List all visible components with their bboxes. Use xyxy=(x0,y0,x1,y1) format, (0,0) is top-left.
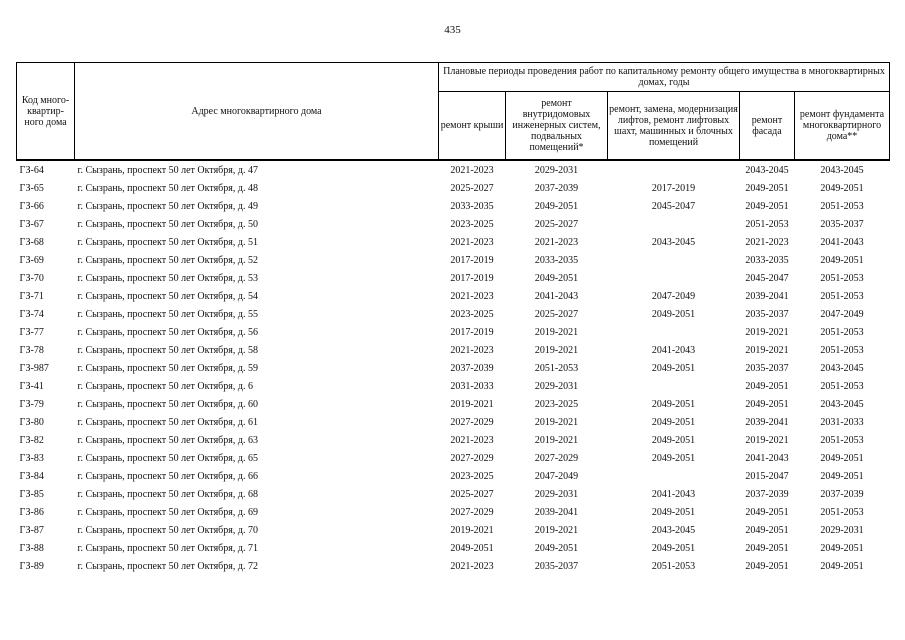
table-row xyxy=(17,233,890,251)
cell-address: г. Сызрань, проспект 50 лет Октября, д. 61 xyxy=(77,416,258,428)
cell-roof: 2023-2025 xyxy=(450,308,494,320)
cell-roof: 2027-2029 xyxy=(450,506,494,518)
table-row xyxy=(17,251,890,269)
table-row xyxy=(17,449,890,467)
cell-systems: 2025-2027 xyxy=(534,308,579,320)
cell-address: г. Сызрань, проспект 50 лет Октября, д. 58 xyxy=(77,344,258,356)
table-row xyxy=(17,287,890,305)
cell-roof: 2027-2029 xyxy=(450,416,494,428)
cell-foundation: 2051-2053 xyxy=(820,434,864,446)
cell-systems: 2049-2051 xyxy=(534,200,579,212)
table-row xyxy=(17,359,890,377)
table-body xyxy=(17,160,890,575)
cell-facade: 2049-2051 xyxy=(745,560,789,572)
cell-facade: 2021-2023 xyxy=(745,236,789,248)
cell-foundation: 2029-2031 xyxy=(820,524,864,536)
cell-roof: 2025-2027 xyxy=(450,488,494,500)
cell-systems: 2049-2051 xyxy=(534,272,579,284)
cell-roof: 2027-2029 xyxy=(450,452,494,464)
header-code: Код много-квартир-ного дома xyxy=(17,63,75,161)
cell-address: г. Сызрань, проспект 50 лет Октября, д. 51 xyxy=(77,236,258,248)
cell-lifts: 2043-2045 xyxy=(651,236,696,248)
cell-lifts: 2017-2019 xyxy=(651,182,696,194)
cell-roof: 2025-2027 xyxy=(450,182,494,194)
cell-systems: 2019-2021 xyxy=(534,434,579,446)
cell-code: ГЗ-80 xyxy=(19,416,44,428)
cell-foundation: 2043-2045 xyxy=(795,160,890,179)
cell-systems: 2019-2021 xyxy=(534,524,579,536)
cell-code: ГЗ-67 xyxy=(19,218,44,230)
cell-systems: 2029-2031 xyxy=(506,160,608,179)
cell-code: ГЗ-68 xyxy=(19,236,44,248)
cell-facade: 2045-2047 xyxy=(745,272,789,284)
cell-address: г. Сызрань, проспект 50 лет Октября, д. 68 xyxy=(77,488,258,500)
cell-address: г. Сызрань, проспект 50 лет Октября, д. 65 xyxy=(77,452,258,464)
table-row xyxy=(17,377,890,395)
cell-facade: 2019-2021 xyxy=(745,434,789,446)
cell-roof: 2017-2019 xyxy=(450,254,494,266)
cell-foundation: 2051-2053 xyxy=(820,290,864,302)
cell-roof: 2019-2021 xyxy=(450,398,494,410)
cell-roof: 2033-2035 xyxy=(450,200,494,212)
cell-facade: 2035-2037 xyxy=(745,362,789,374)
cell-foundation: 2049-2051 xyxy=(820,542,864,554)
table-row xyxy=(17,521,890,539)
cell-address: г. Сызрань, проспект 50 лет Октября, д. 54 xyxy=(77,290,258,302)
header-facade: ремонт фасада xyxy=(740,92,795,161)
cell-lifts xyxy=(608,269,740,287)
cell-facade: 2039-2041 xyxy=(745,290,789,302)
cell-foundation: 2051-2053 xyxy=(820,380,864,392)
cell-foundation: 2037-2039 xyxy=(820,488,864,500)
cell-roof: 2021-2023 xyxy=(450,290,494,302)
cell-facade: 2043-2045 xyxy=(740,160,795,179)
cell-lifts: 2049-2051 xyxy=(651,308,696,320)
cell-code: ГЗ-79 xyxy=(19,398,44,410)
page-number: 435 xyxy=(444,24,461,36)
header-lifts: ремонт, замена, модернизация лифтов, ремонт лифтовых шахт, машинных и блочных помещений xyxy=(608,92,740,161)
cell-lifts xyxy=(608,467,740,485)
cell-facade: 2049-2051 xyxy=(745,380,789,392)
cell-facade: 2049-2051 xyxy=(745,182,789,194)
cell-foundation: 2049-2051 xyxy=(820,452,864,464)
table-row xyxy=(17,503,890,521)
cell-address: г. Сызрань, проспект 50 лет Октября, д. 50 xyxy=(77,218,258,230)
cell-code: ГЗ-64 xyxy=(17,160,75,179)
cell-lifts xyxy=(608,251,740,269)
cell-foundation: 2049-2051 xyxy=(820,470,864,482)
cell-foundation: 2047-2049 xyxy=(820,308,864,320)
table-row xyxy=(17,395,890,413)
cell-code: ГЗ-74 xyxy=(19,308,44,320)
table-row xyxy=(17,323,890,341)
cell-address: г. Сызрань, проспект 50 лет Октября, д. 55 xyxy=(77,308,258,320)
header-systems: ремонт внутридомовых инженерных систем, подвальных помещений* xyxy=(506,92,608,161)
table-row xyxy=(17,413,890,431)
cell-facade: 2039-2041 xyxy=(745,416,789,428)
header-address: Адрес многоквартирного дома xyxy=(75,63,439,161)
cell-foundation: 2049-2051 xyxy=(820,254,864,266)
cell-foundation: 2049-2051 xyxy=(820,560,864,572)
table-row xyxy=(17,179,890,197)
cell-foundation: 2051-2053 xyxy=(820,272,864,284)
cell-systems: 2039-2041 xyxy=(534,506,579,518)
cell-lifts xyxy=(608,160,740,179)
table-row xyxy=(17,539,890,557)
cell-lifts: 2051-2053 xyxy=(651,560,696,572)
cell-lifts xyxy=(608,377,740,395)
cell-address: г. Сызрань, проспект 50 лет Октября, д. 63 xyxy=(77,434,258,446)
table-row xyxy=(17,485,890,503)
cell-lifts: 2047-2049 xyxy=(651,290,696,302)
cell-lifts: 2049-2051 xyxy=(651,542,696,554)
table-row xyxy=(17,269,890,287)
table-row xyxy=(17,305,890,323)
cell-address: г. Сызрань, проспект 50 лет Октября, д. 70 xyxy=(77,524,258,536)
header-foundation: ремонт фундамента многоквартирного дома** xyxy=(795,92,890,161)
cell-facade: 2015-2047 xyxy=(745,470,789,482)
cell-code: ГЗ-69 xyxy=(19,254,44,266)
cell-lifts: 2043-2045 xyxy=(651,524,696,536)
cell-roof: 2017-2019 xyxy=(450,326,494,338)
table-row xyxy=(17,467,890,485)
cell-systems: 2033-2035 xyxy=(534,254,579,266)
capital-repair-table xyxy=(16,62,890,575)
cell-systems: 2019-2021 xyxy=(534,416,579,428)
header-periods: Плановые периоды проведения работ по капитальному ремонту общего имущества в многоквартирных домах, годы xyxy=(439,63,890,92)
table-row xyxy=(17,557,890,575)
cell-roof: 2021-2023 xyxy=(439,160,506,179)
cell-code: ГЗ-987 xyxy=(19,362,49,374)
header-roof: ремонт крыши xyxy=(439,92,506,161)
table-row xyxy=(17,341,890,359)
cell-systems: 2029-2031 xyxy=(534,380,579,392)
cell-lifts: 2049-2051 xyxy=(651,362,696,374)
cell-address: г. Сызрань, проспект 50 лет Октября, д. 56 xyxy=(77,326,258,338)
cell-foundation: 2031-2033 xyxy=(820,416,864,428)
cell-lifts: 2049-2051 xyxy=(651,452,696,464)
cell-systems: 2019-2021 xyxy=(534,326,579,338)
cell-facade: 2037-2039 xyxy=(745,488,789,500)
cell-roof: 2023-2025 xyxy=(450,218,494,230)
cell-facade: 2019-2021 xyxy=(745,326,789,338)
cell-foundation: 2049-2051 xyxy=(820,182,864,194)
cell-foundation: 2051-2053 xyxy=(820,200,864,212)
cell-code: ГЗ-77 xyxy=(19,326,44,338)
cell-lifts: 2045-2047 xyxy=(651,200,696,212)
cell-code: ГЗ-88 xyxy=(19,542,44,554)
cell-code: ГЗ-86 xyxy=(19,506,44,518)
cell-systems: 2051-2053 xyxy=(534,362,579,374)
cell-address: г. Сызрань, проспект 50 лет Октября, д. 71 xyxy=(77,542,258,554)
cell-facade: 2041-2043 xyxy=(745,452,789,464)
cell-facade: 2049-2051 xyxy=(745,398,789,410)
cell-code: ГЗ-82 xyxy=(19,434,44,446)
table-row xyxy=(17,160,890,179)
cell-roof: 2021-2023 xyxy=(450,560,494,572)
cell-address: г. Сызрань, проспект 50 лет Октября, д. 47 xyxy=(75,160,439,179)
cell-code: ГЗ-83 xyxy=(19,452,44,464)
cell-address: г. Сызрань, проспект 50 лет Октября, д. 48 xyxy=(77,182,258,194)
cell-facade: 2049-2051 xyxy=(745,542,789,554)
cell-systems: 2023-2025 xyxy=(534,398,579,410)
cell-systems: 2025-2027 xyxy=(534,218,579,230)
cell-lifts xyxy=(608,323,740,341)
table-row xyxy=(17,431,890,449)
cell-code: ГЗ-87 xyxy=(19,524,44,536)
cell-address: г. Сызрань, проспект 50 лет Октября, д. 52 xyxy=(77,254,258,266)
cell-systems: 2029-2031 xyxy=(534,488,579,500)
cell-lifts xyxy=(608,215,740,233)
cell-systems: 2047-2049 xyxy=(534,470,579,482)
cell-code: ГЗ-85 xyxy=(19,488,44,500)
cell-address: г. Сызрань, проспект 50 лет Октября, д. 53 xyxy=(77,272,258,284)
cell-lifts: 2041-2043 xyxy=(651,488,696,500)
cell-address: г. Сызрань, проспект 50 лет Октября, д. 59 xyxy=(77,362,258,374)
cell-code: ГЗ-70 xyxy=(19,272,44,284)
cell-foundation: 2043-2045 xyxy=(820,362,864,374)
cell-foundation: 2051-2053 xyxy=(820,326,864,338)
cell-systems: 2027-2029 xyxy=(534,452,579,464)
cell-systems: 2049-2051 xyxy=(534,542,579,554)
cell-lifts: 2049-2051 xyxy=(651,416,696,428)
cell-code: ГЗ-41 xyxy=(19,380,44,392)
cell-roof: 2023-2025 xyxy=(450,470,494,482)
cell-facade: 2051-2053 xyxy=(745,218,789,230)
cell-foundation: 2041-2043 xyxy=(820,236,864,248)
cell-systems: 2037-2039 xyxy=(534,182,579,194)
cell-systems: 2041-2043 xyxy=(534,290,579,302)
cell-lifts: 2041-2043 xyxy=(651,344,696,356)
cell-facade: 2033-2035 xyxy=(745,254,789,266)
cell-roof: 2019-2021 xyxy=(450,524,494,536)
cell-address: г. Сызрань, проспект 50 лет Октября, д. 69 xyxy=(77,506,258,518)
cell-systems: 2019-2021 xyxy=(534,344,579,356)
cell-lifts: 2049-2051 xyxy=(651,506,696,518)
table-row xyxy=(17,197,890,215)
cell-foundation: 2035-2037 xyxy=(820,218,864,230)
cell-address: г. Сызрань, проспект 50 лет Октября, д. 66 xyxy=(77,470,258,482)
cell-code: ГЗ-65 xyxy=(19,182,44,194)
cell-systems: 2021-2023 xyxy=(534,236,579,248)
cell-roof: 2049-2051 xyxy=(450,542,494,554)
cell-address: г. Сызрань, проспект 50 лет Октября, д. 49 xyxy=(77,200,258,212)
cell-address: г. Сызрань, проспект 50 лет Октября, д. 72 xyxy=(77,560,258,572)
cell-roof: 2021-2023 xyxy=(450,434,494,446)
cell-systems: 2035-2037 xyxy=(534,560,579,572)
cell-roof: 2017-2019 xyxy=(450,272,494,284)
cell-foundation: 2051-2053 xyxy=(820,506,864,518)
cell-roof: 2031-2033 xyxy=(450,380,494,392)
table-header xyxy=(17,63,890,161)
cell-roof: 2021-2023 xyxy=(450,236,494,248)
cell-facade: 2049-2051 xyxy=(745,524,789,536)
cell-facade: 2035-2037 xyxy=(745,308,789,320)
cell-lifts: 2049-2051 xyxy=(651,398,696,410)
cell-facade: 2049-2051 xyxy=(745,200,789,212)
cell-foundation: 2043-2045 xyxy=(820,398,864,410)
cell-roof: 2037-2039 xyxy=(450,362,494,374)
cell-code: ГЗ-84 xyxy=(19,470,44,482)
cell-address: г. Сызрань, проспект 50 лет Октября, д. 6 xyxy=(77,380,253,392)
cell-code: ГЗ-71 xyxy=(19,290,44,302)
table-row xyxy=(17,215,890,233)
cell-facade: 2019-2021 xyxy=(745,344,789,356)
cell-address: г. Сызрань, проспект 50 лет Октября, д. 60 xyxy=(77,398,258,410)
cell-code: ГЗ-89 xyxy=(19,560,44,572)
cell-code: ГЗ-78 xyxy=(19,344,44,356)
cell-foundation: 2051-2053 xyxy=(820,344,864,356)
cell-lifts: 2049-2051 xyxy=(651,434,696,446)
cell-facade: 2049-2051 xyxy=(745,506,789,518)
cell-code: ГЗ-66 xyxy=(19,200,44,212)
cell-roof: 2021-2023 xyxy=(450,344,494,356)
